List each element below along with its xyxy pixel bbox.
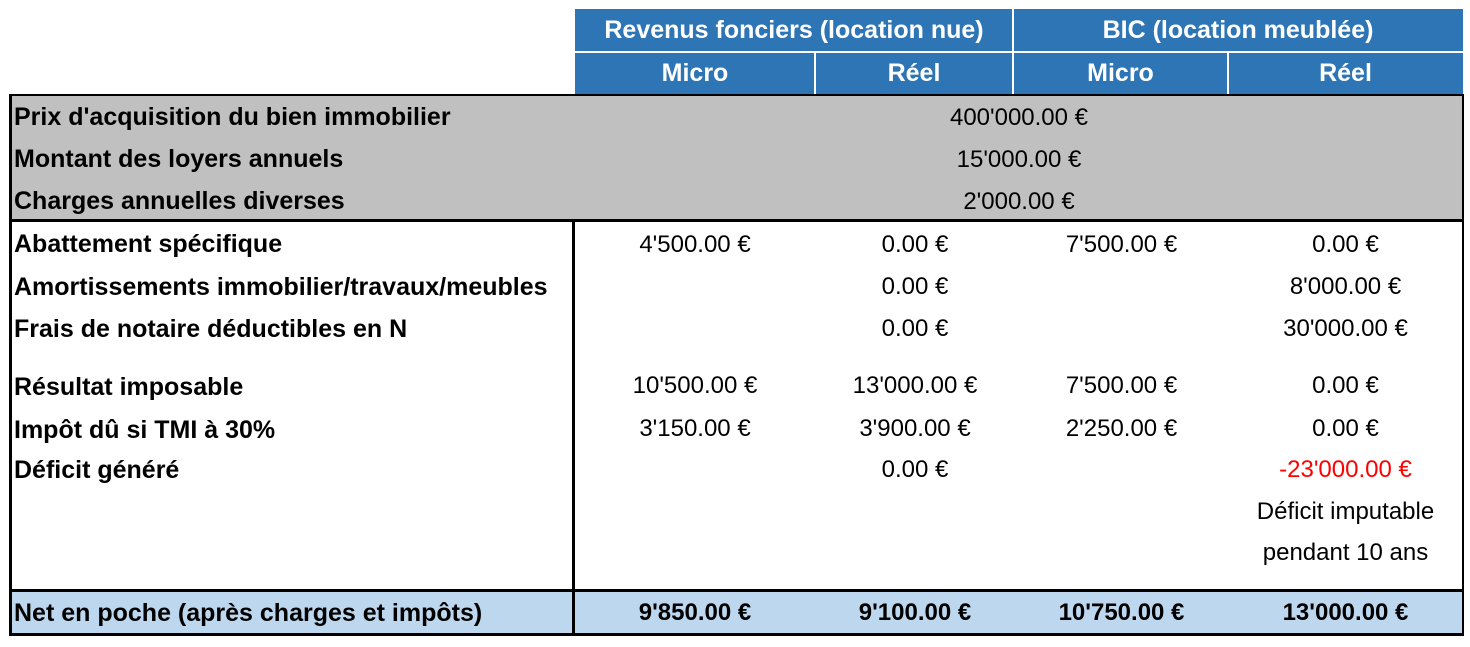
deficit-note-line1: Déficit imputable	[1256, 498, 1435, 525]
input-section-bottom-border	[10, 219, 1464, 222]
net-reel-bic: 13'000.00 €	[1282, 599, 1409, 626]
deficit-note-line2: pendant 10 ans	[1262, 539, 1429, 566]
net-reel-revenus: 9'100.00 €	[858, 599, 972, 626]
deficit-reel-revenus: 0.00 €	[881, 456, 949, 483]
amortissements-reel-bic: 8'000.00 €	[1289, 273, 1402, 300]
header-bic: BIC (location meublée)	[1013, 9, 1463, 51]
label-amortissements: Amortissements immobilier/travaux/meubles	[14, 273, 548, 301]
header-revenus-fonciers: Revenus fonciers (location nue)	[575, 9, 1013, 51]
abattement-reel-bic: 0.00 €	[1312, 231, 1379, 258]
value-prix-acquisition: 400'000.00 €	[949, 104, 1089, 131]
resultat-reel-revenus: 13'000.00 €	[852, 372, 978, 399]
impot-micro-revenus: 3'150.00 €	[639, 415, 751, 442]
net-row-top-border	[10, 589, 1464, 592]
amortissements-reel-revenus: 0.00 €	[881, 273, 949, 300]
abattement-reel-revenus: 0.00 €	[881, 231, 949, 258]
table-border-bottom	[10, 633, 1464, 636]
impot-micro-bic: 2'250.00 €	[1065, 415, 1178, 442]
frais-reel-bic: 30'000.00 €	[1283, 315, 1408, 342]
value-loyers-annuels: 15'000.00 €	[956, 146, 1082, 173]
label-abattement: Abattement spécifique	[14, 230, 283, 258]
table-border-left	[9, 94, 12, 636]
label-impot-du: Impôt dû si TMI à 30%	[14, 416, 276, 444]
header-divider	[1227, 53, 1229, 94]
abattement-micro-bic: 7'500.00 €	[1065, 231, 1178, 258]
net-micro-revenus: 9'850.00 €	[638, 599, 752, 626]
header-reel-bic: Réel	[1228, 53, 1463, 94]
header-micro-bic: Micro	[1013, 53, 1228, 94]
label-deficit-genere: Déficit généré	[14, 456, 180, 484]
header-divider	[575, 51, 1463, 53]
resultat-reel-bic: 0.00 €	[1312, 372, 1379, 399]
resultat-micro-bic: 7'500.00 €	[1065, 372, 1178, 399]
label-net-en-poche: Net en poche (après charges et impôts)	[14, 599, 483, 627]
impot-reel-bic: 0.00 €	[1312, 415, 1379, 442]
impot-reel-revenus: 3'900.00 €	[859, 415, 971, 442]
table-border-top	[10, 94, 1464, 96]
abattement-micro-revenus: 4'500.00 €	[639, 231, 751, 258]
header-micro-revenus: Micro	[575, 53, 815, 94]
label-prix-acquisition: Prix d'acquisition du bien immobilier	[14, 103, 451, 131]
header-divider	[814, 53, 816, 94]
deficit-reel-bic: -23'000.00 €	[1279, 456, 1412, 483]
label-loyers-annuels: Montant des loyers annuels	[14, 145, 344, 173]
label-frais-notaire: Frais de notaire déductibles en N	[14, 315, 408, 343]
label-resultat-imposable: Résultat imposable	[14, 373, 244, 401]
frais-reel-revenus: 0.00 €	[881, 315, 949, 342]
net-micro-bic: 10'750.00 €	[1058, 599, 1185, 626]
label-charges-annuelles: Charges annuelles diverses	[14, 187, 345, 215]
header-reel-revenus: Réel	[815, 53, 1013, 94]
resultat-micro-revenus: 10'500.00 €	[632, 372, 758, 399]
value-charges-annuelles: 2'000.00 €	[963, 188, 1075, 215]
